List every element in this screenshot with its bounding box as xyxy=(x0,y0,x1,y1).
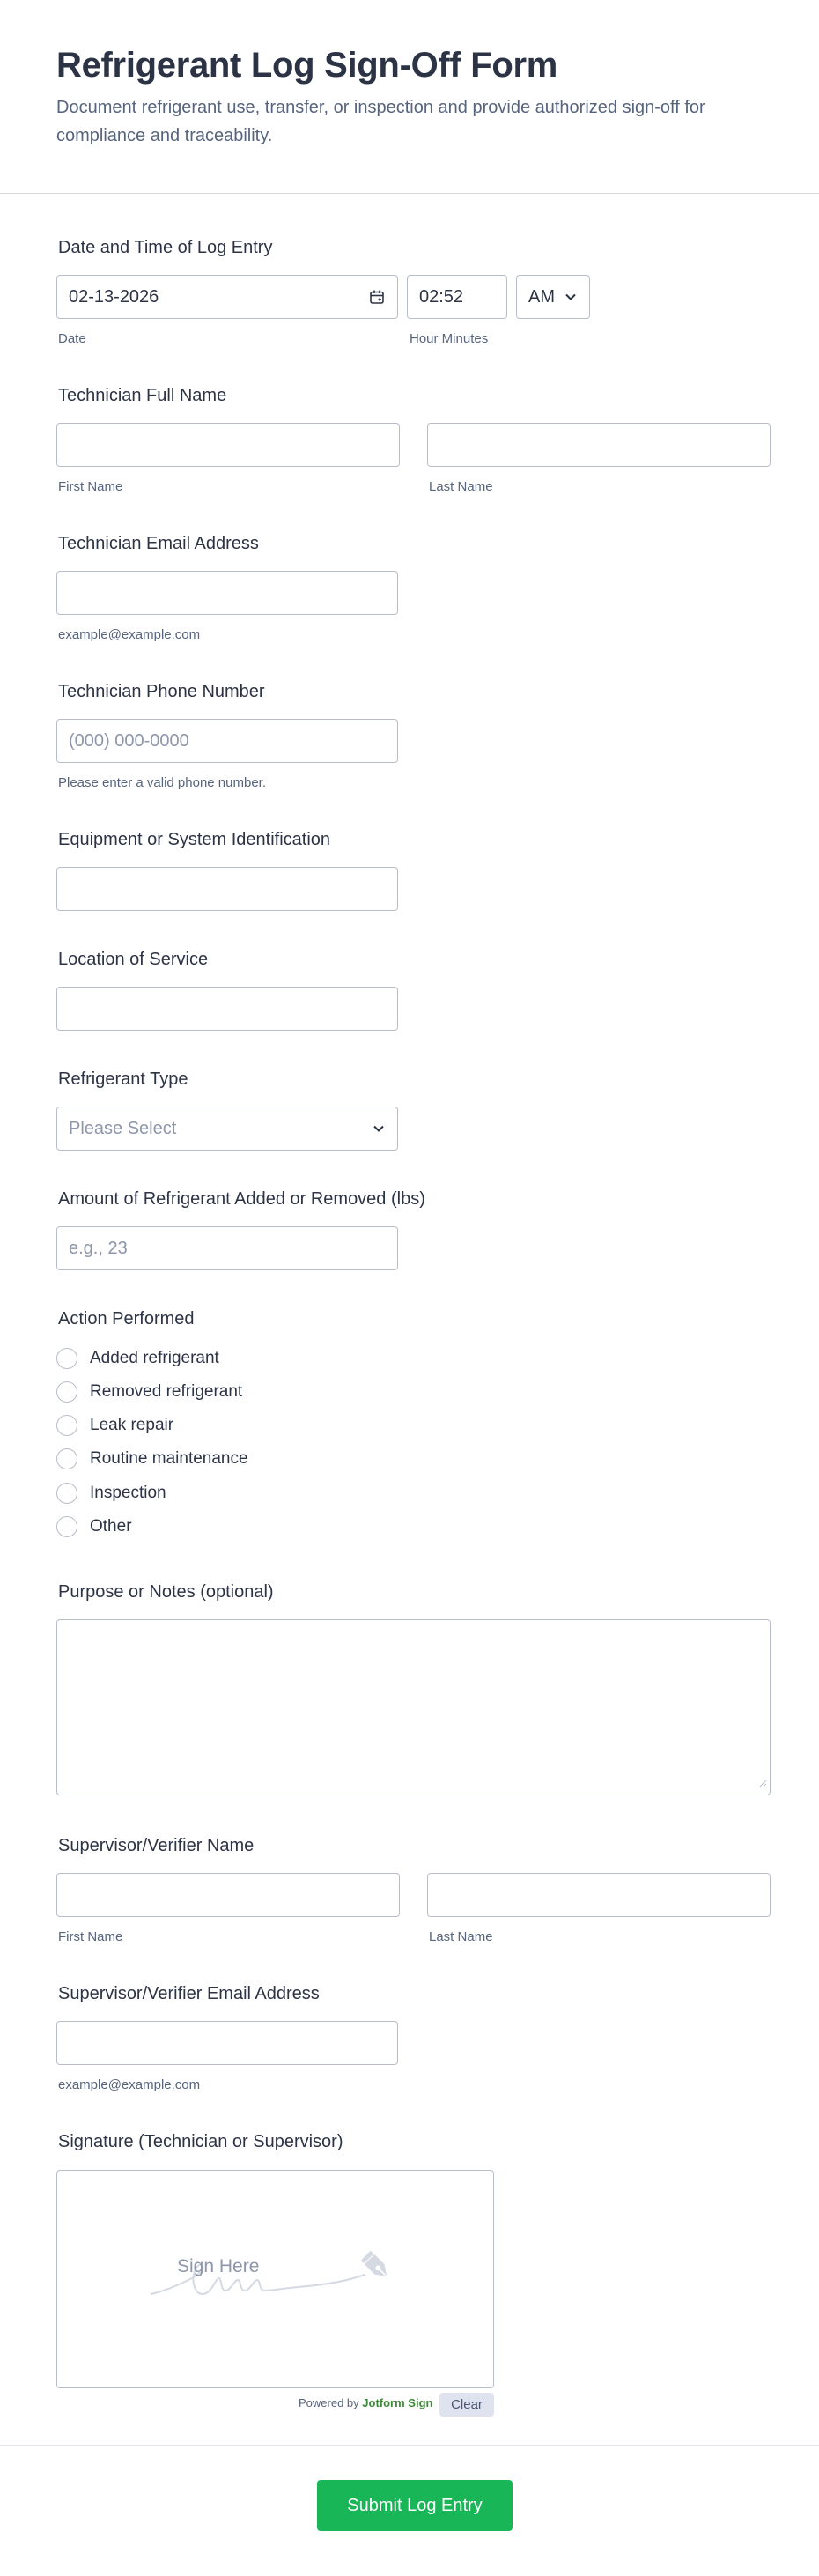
action-option-leak-repair[interactable] xyxy=(56,1414,173,1437)
technician-first-name-input[interactable] xyxy=(56,423,400,467)
radio-button[interactable] xyxy=(56,1448,77,1469)
ampm-value: AM xyxy=(528,286,555,307)
refrigerant-type-select[interactable] xyxy=(56,1107,398,1151)
time-value: 02:52 xyxy=(419,286,464,307)
chevron-down-icon xyxy=(373,1125,385,1133)
supervisor-email-input[interactable] xyxy=(56,2021,398,2065)
date-input[interactable] xyxy=(56,275,398,319)
equipment-label: Equipment or System Identification xyxy=(58,830,331,849)
technician-name-label: Technician Full Name xyxy=(58,386,227,405)
action-option-added[interactable] xyxy=(56,1347,219,1370)
equipment-input[interactable] xyxy=(56,867,398,911)
amount-input[interactable] xyxy=(56,1226,398,1270)
chevron-down-icon xyxy=(564,293,577,301)
signature-label: Signature (Technician or Supervisor) xyxy=(58,2132,343,2151)
powered-brand: Jotform Sign xyxy=(362,2396,433,2409)
radio-label: Inspection xyxy=(90,1484,166,1502)
amount-label: Amount of Refrigerant Added or Removed (lbs) xyxy=(58,1189,425,1209)
technician-email-sublabel: example@example.com xyxy=(58,627,201,642)
signature-hint: Sign Here xyxy=(177,2256,260,2276)
submit-button[interactable]: Submit Log Entry xyxy=(317,2480,513,2531)
location-label: Location of Service xyxy=(58,950,209,969)
date-value: 02-13-2026 xyxy=(69,286,159,307)
radio-label: Routine maintenance xyxy=(90,1449,248,1468)
radio-button[interactable] xyxy=(56,1415,77,1436)
amount-placeholder: e.g., 23 xyxy=(69,1238,128,1258)
action-label: Action Performed xyxy=(58,1309,195,1329)
supervisor-first-name-sublabel: First Name xyxy=(58,1929,123,1944)
time-input[interactable] xyxy=(407,275,507,319)
page-title: Refrigerant Log Sign-Off Form xyxy=(56,46,558,85)
location-input[interactable] xyxy=(56,987,398,1031)
refrigerant-type-placeholder: Please Select xyxy=(69,1118,177,1138)
phone-placeholder: (000) 000-0000 xyxy=(69,730,189,751)
refrigerant-type-label: Refrigerant Type xyxy=(58,1070,188,1089)
date-sublabel: Date xyxy=(58,331,86,346)
supervisor-last-name-sublabel: Last Name xyxy=(429,1929,493,1944)
resize-handle-icon[interactable] xyxy=(758,1776,767,1792)
radio-button[interactable] xyxy=(56,1483,77,1504)
technician-phone-input[interactable] xyxy=(56,719,398,763)
radio-label: Other xyxy=(90,1517,132,1536)
notes-textarea[interactable] xyxy=(56,1619,771,1795)
supervisor-first-name-input[interactable] xyxy=(56,1873,400,1917)
radio-button[interactable] xyxy=(56,1381,77,1403)
supervisor-last-name-input[interactable] xyxy=(427,1873,771,1917)
time-sublabel: Hour Minutes xyxy=(410,331,489,346)
technician-phone-sublabel: Please enter a valid phone number. xyxy=(58,775,266,790)
action-option-other[interactable] xyxy=(56,1515,132,1538)
form-description: Document refrigerant use, transfer, or inspection and provide authorized sign-off for compliance and traceability. xyxy=(56,98,705,145)
radio-label: Removed refrigerant xyxy=(90,1382,243,1401)
radio-label: Leak repair xyxy=(90,1416,174,1434)
ampm-select[interactable] xyxy=(516,275,590,319)
technician-phone-label: Technician Phone Number xyxy=(58,682,265,701)
form-header xyxy=(0,0,819,194)
powered-prefix: Powered by xyxy=(299,2396,359,2409)
notes-label: Purpose or Notes (optional) xyxy=(58,1582,274,1602)
technician-first-name-sublabel: First Name xyxy=(58,479,123,494)
action-option-inspection[interactable] xyxy=(56,1482,166,1505)
pen-nib-icon xyxy=(358,2247,396,2286)
calendar-icon[interactable] xyxy=(369,289,385,305)
technician-email-input[interactable] xyxy=(56,571,398,615)
datetime-label: Date and Time of Log Entry xyxy=(58,238,273,257)
clear-signature-button[interactable]: Clear xyxy=(439,2393,494,2417)
technician-last-name-sublabel: Last Name xyxy=(429,479,493,494)
action-option-removed[interactable] xyxy=(56,1381,242,1403)
radio-button[interactable] xyxy=(56,1348,77,1369)
supervisor-email-sublabel: example@example.com xyxy=(58,2077,201,2092)
technician-last-name-input[interactable] xyxy=(427,423,771,467)
action-option-maintenance[interactable] xyxy=(56,1447,248,1470)
supervisor-email-label: Supervisor/Verifier Email Address xyxy=(58,1984,320,2003)
radio-button[interactable] xyxy=(56,1516,77,1537)
radio-label: Added refrigerant xyxy=(90,1349,219,1367)
supervisor-name-label: Supervisor/Verifier Name xyxy=(58,1836,255,1855)
technician-email-label: Technician Email Address xyxy=(58,534,259,553)
powered-by xyxy=(299,2396,432,2409)
